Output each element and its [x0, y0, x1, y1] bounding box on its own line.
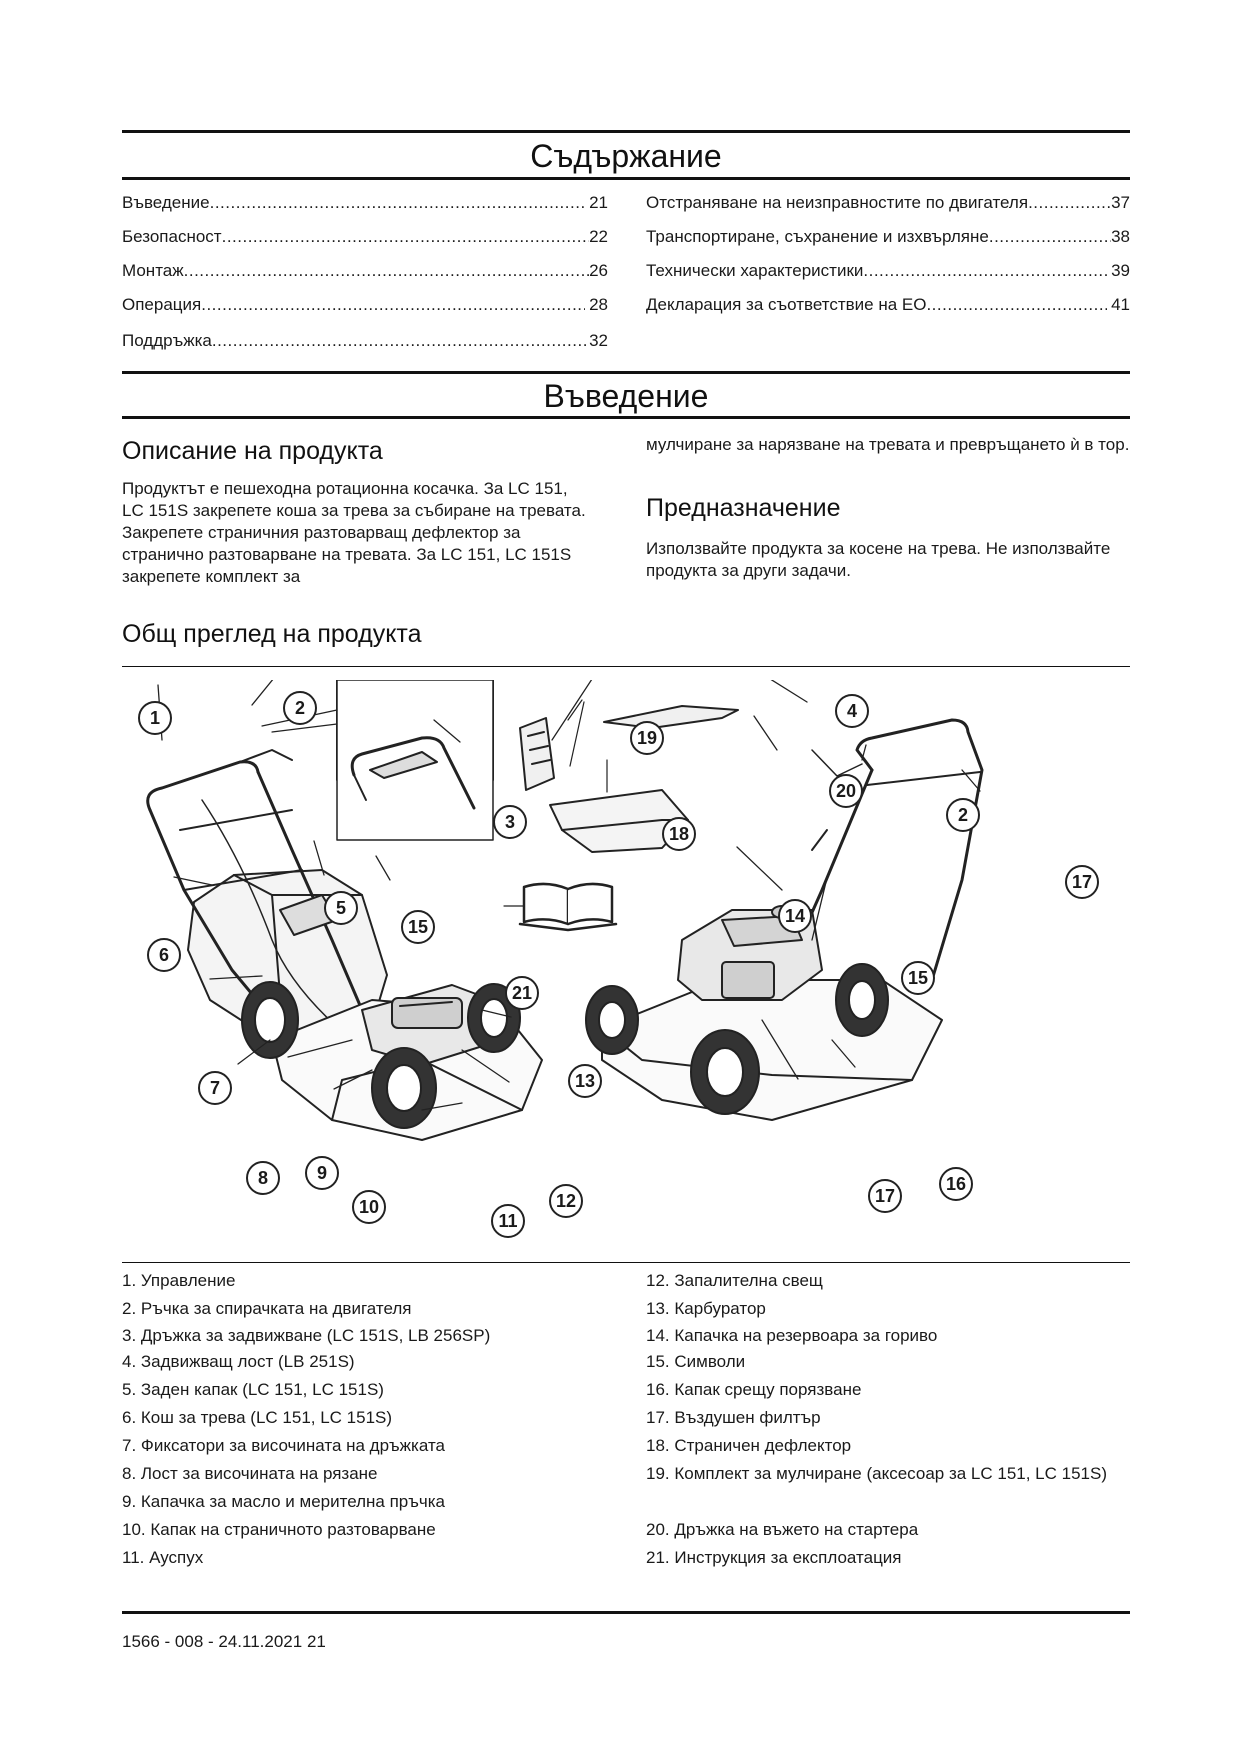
- legend-item: 17. Въздушен филтър: [646, 1408, 821, 1427]
- legend-item: 15. Символи: [646, 1352, 746, 1371]
- intro-title: Въведение: [543, 378, 709, 414]
- callout-1: 1: [138, 701, 172, 735]
- callout-8: 8: [246, 1161, 280, 1195]
- callout-2: 2: [283, 691, 317, 725]
- overview-top-rule: [122, 666, 1130, 667]
- toc-entry[interactable]: [646, 294, 1130, 316]
- toc-entry-label: Декларация за съответствие на ЕО: [646, 295, 927, 314]
- legend-item: 12. Запалителна свещ: [646, 1271, 823, 1290]
- toc-entry-label: Транспортиране, съхранение и изхвърляне: [646, 227, 989, 246]
- legend-item: 9. Капачка за масло и мерителна пръчка: [122, 1492, 445, 1511]
- legend-top-rule: [122, 1262, 1130, 1263]
- toc-entry[interactable]: [646, 260, 1130, 282]
- toc-entry-page: 39: [1111, 261, 1130, 280]
- legend-item: 18. Страничен дефлектор: [646, 1436, 852, 1455]
- legend-item: 14. Капачка на резервоара за гориво: [646, 1326, 938, 1345]
- legend-item: 16. Капак срещу порязване: [646, 1380, 862, 1399]
- callout-17: 17: [868, 1179, 902, 1213]
- callout-13: 13: [568, 1064, 602, 1098]
- toc-entry-page: 38: [1111, 227, 1130, 246]
- toc-entry-label: Отстраняване на неизправностите по двигателя: [646, 193, 1029, 212]
- callout-17: 17: [1065, 865, 1099, 899]
- callout-20: 20: [829, 774, 863, 808]
- toc-entry-page: 41: [1111, 295, 1130, 314]
- toc-bottom-rule: [122, 177, 1130, 180]
- right-handle: [857, 720, 982, 980]
- callout-11: 11: [491, 1204, 525, 1238]
- legend-item: 20. Дръжка на въжето на стартера: [646, 1520, 919, 1539]
- manual-book-icon: [504, 884, 616, 930]
- toc-entry-label: Поддръжка: [122, 331, 212, 350]
- legend-item: 2. Ръчка за спирачката на двигателя: [122, 1299, 412, 1318]
- callout-19: 19: [630, 721, 664, 755]
- toc-title: Съдържание: [530, 138, 722, 174]
- callout-5: 5: [324, 891, 358, 925]
- callout-2: 2: [946, 798, 980, 832]
- callout-15: 15: [901, 961, 935, 995]
- toc-entry-label: Въведение: [122, 193, 210, 212]
- intended-use-heading: Предназначение: [646, 494, 841, 522]
- mulching-kit: [520, 700, 738, 790]
- intro-top-rule: [122, 371, 1130, 374]
- toc-entry[interactable]: [646, 192, 1130, 214]
- product-overview-heading: Общ преглед на продукта: [122, 620, 422, 648]
- legend-item: 11. Ауспух: [122, 1548, 204, 1567]
- legend-item: 21. Инструкция за експлоатация: [646, 1548, 902, 1567]
- legend-item: 13. Карбуратор: [646, 1299, 766, 1318]
- callout-7: 7: [198, 1071, 232, 1105]
- toc-entry[interactable]: [122, 294, 608, 316]
- toc-entry-page: 22: [589, 227, 608, 246]
- footer-doc-ref: 1566 - 008 - 24.11.2021: [122, 1632, 303, 1651]
- toc-entry-page: 37: [1111, 193, 1130, 212]
- toc-entry-label: Операция: [122, 295, 202, 314]
- legend-item: 5. Заден капак (LC 151, LC 151S): [122, 1380, 384, 1399]
- footer-page-number: 21: [306, 1632, 326, 1651]
- legend-item: 6. Кош за трева (LC 151, LC 151S): [122, 1408, 393, 1427]
- air-filter-shape: [722, 962, 774, 998]
- toc-entry[interactable]: [122, 226, 608, 248]
- legend-item: 3. Дръжка за задвижване (LC 151S, LB 256SP): [122, 1326, 491, 1345]
- product-description-text-continued: мулчиране за нарязване на тревата и превръщането ѝ в тор.: [646, 435, 1130, 454]
- toc-entry-page: 32: [589, 331, 608, 350]
- product-description-text: Продуктът е пешеходна ротационна косачка. За LC 151, LC 151S закрепете коша за трева за събиране на тревата. Закрепете страничния разтоварващ дефлектор за странично разтоварване на тревата. За LC 151, LC 151S закрепете комплект за: [122, 479, 586, 586]
- callout-14: 14: [778, 899, 812, 933]
- toc-entry-page: 21: [589, 193, 608, 212]
- callout-10: 10: [352, 1190, 386, 1224]
- footer-rule: [122, 1611, 1130, 1614]
- legend-item: 10. Капак на страничното разтоварване: [122, 1520, 436, 1539]
- toc-top-rule: [122, 130, 1130, 133]
- callout-4: 4: [835, 694, 869, 728]
- product-description-heading: Описание на продукта: [122, 437, 383, 465]
- callout-9: 9: [305, 1156, 339, 1190]
- callout-15: 15: [401, 910, 435, 944]
- handle-top: [148, 762, 258, 810]
- intended-use-text: Използвайте продукта за косене на трева. Не използвайте продукта за други задачи.: [646, 539, 1111, 580]
- callout-12: 12: [549, 1184, 583, 1218]
- toc-entry[interactable]: [122, 192, 608, 214]
- toc-entry-page: 26: [589, 261, 608, 280]
- toc-entry-label: Монтаж: [122, 261, 184, 280]
- toc-entry[interactable]: [646, 226, 1130, 248]
- toc-entry[interactable]: [122, 330, 608, 352]
- callout-16: 16: [939, 1167, 973, 1201]
- legend-item: 7. Фиксатори за височината на дръжката: [122, 1436, 445, 1455]
- legend-item: 4. Задвижващ лост (LB 251S): [122, 1352, 355, 1371]
- legend-item: 19. Комплект за мулчиране (аксесоар за LC 151, LC 151S): [646, 1464, 1108, 1483]
- legend-item: 8. Лост за височината на рязане: [122, 1464, 378, 1483]
- legend-item: 1. Управление: [122, 1271, 236, 1290]
- callout-6: 6: [147, 938, 181, 972]
- toc-entry-label: Безопасност: [122, 227, 222, 246]
- intro-bottom-rule: [122, 416, 1130, 419]
- toc-entry[interactable]: [122, 260, 608, 282]
- toc-entry-label: Технически характеристики: [646, 261, 864, 280]
- toc-entry-page: 28: [589, 295, 608, 314]
- callout-18: 18: [662, 817, 696, 851]
- footer: [122, 1631, 326, 1653]
- callout-3: 3: [493, 805, 527, 839]
- callout-21: 21: [505, 976, 539, 1010]
